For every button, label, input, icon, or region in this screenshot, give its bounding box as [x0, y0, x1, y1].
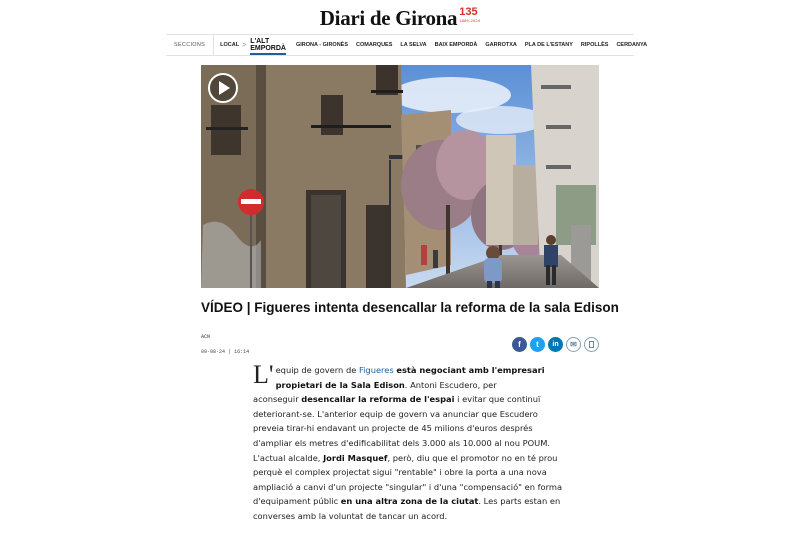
body-line — [253, 494, 559, 509]
twitter-icon: t — [536, 340, 539, 349]
bold-run: propietari de la Sala Edison — [275, 379, 405, 390]
article-time: 16:14 — [234, 349, 250, 355]
share-linkedin-button[interactable] — [548, 337, 563, 352]
date-time-separator: | — [228, 349, 232, 355]
play-button[interactable] — [208, 73, 238, 103]
figueres-link[interactable]: Figueres — [358, 365, 394, 375]
bold-run: està negociant amb l'empresari — [396, 365, 545, 375]
article-dateline — [201, 349, 249, 355]
article-author: ACN — [201, 334, 211, 340]
share-twitter-button[interactable] — [530, 337, 545, 352]
body-line: d'ampliar els metres d'edificabilitat dels 3.000 als 10.000 al nou POUM. — [253, 437, 551, 448]
body-line: preveia tirar-hi endavant un projecte de 45 milions d'euros després — [253, 423, 533, 434]
article-body — [253, 360, 563, 524]
section-nav — [166, 34, 648, 56]
bold-run: en una altra zona de la ciutat — [340, 496, 479, 507]
breadcrumb-current[interactable]: L'ALT EMPORDÀ — [250, 35, 286, 55]
body-line: converses amb la voluntat de tancar un acord. — [253, 510, 448, 521]
text-run: . Antoni Escudero, per — [404, 379, 497, 390]
text-run: i evitar que continuï — [454, 394, 541, 405]
text-run: , però, diu que el promotor no en té prou — [387, 452, 558, 463]
nav-item-cerdanya[interactable]: CERDANYA — [616, 42, 648, 48]
bold-run: desencallar la reforma de l'espai — [301, 394, 455, 405]
body-line: ampliació a canvi d'un projecte "singular" i d'una "compensació" en forma — [253, 481, 563, 492]
street-scene-image — [201, 65, 599, 288]
share-facebook-button[interactable] — [512, 337, 527, 352]
logo-text: Diari de Girona — [319, 6, 458, 30]
breadcrumb-separator: > — [242, 41, 247, 49]
text-run: d'equipament públic — [253, 496, 341, 507]
logo-number: 135 — [459, 6, 478, 18]
nav-item-la-selva[interactable]: LA SELVA — [400, 42, 427, 48]
text-run: . Les parts estan en — [478, 496, 561, 507]
linkedin-icon: in — [552, 341, 559, 348]
nav-item-comarques[interactable]: COMARQUES — [356, 42, 393, 48]
share-bar — [512, 337, 599, 352]
drop-cap: L' — [253, 360, 274, 389]
breadcrumb — [214, 35, 655, 55]
text-run: equip de govern de — [275, 365, 359, 375]
body-line: deteriorant-se. L'anterior equip de govern va anunciar que Escudero — [253, 408, 538, 419]
nav-item-pla-estany[interactable]: PLA DE L'ESTANY — [524, 42, 573, 48]
body-line — [253, 363, 559, 378]
body-line — [253, 378, 559, 393]
anniversary-badge — [459, 7, 480, 23]
text-run: L'actual alcalde, — [253, 452, 324, 463]
bookmark-button[interactable] — [584, 337, 599, 352]
body-line — [253, 451, 559, 466]
nav-item-baix-emporda[interactable]: BAIX EMPORDÀ — [434, 42, 478, 48]
nav-item-girones[interactable]: GIRONA - GIRONÈS — [295, 42, 349, 48]
logo-subtitle: 1889-2024 — [459, 18, 481, 23]
body-line: perquè el complex projectat sigui "rentable" i obre la porta a una nova — [253, 467, 547, 478]
site-logo[interactable] — [320, 6, 480, 30]
email-icon: ✉ — [570, 340, 577, 349]
facebook-icon: f — [518, 340, 521, 349]
breadcrumb-local[interactable]: LOCAL — [220, 42, 240, 48]
video-thumbnail[interactable] — [201, 65, 599, 288]
text-run: aconseguir — [253, 394, 302, 405]
article-date: 09·08·24 — [201, 349, 226, 355]
masthead — [0, 6, 800, 30]
sections-menu-button[interactable]: SECCIONS — [166, 35, 214, 55]
share-email-button[interactable] — [566, 337, 581, 352]
bookmark-icon — [589, 341, 594, 348]
article-headline: VÍDEO | Figueres intenta desencallar la reforma de la sala Edison — [201, 300, 619, 315]
bold-run: Jordi Masquef — [323, 452, 388, 463]
nav-item-garrotxa[interactable]: GARROTXA — [485, 42, 517, 48]
nav-item-ripolles[interactable]: RIPOLLÈS — [580, 42, 609, 48]
play-icon — [219, 81, 230, 95]
body-line — [253, 392, 559, 407]
